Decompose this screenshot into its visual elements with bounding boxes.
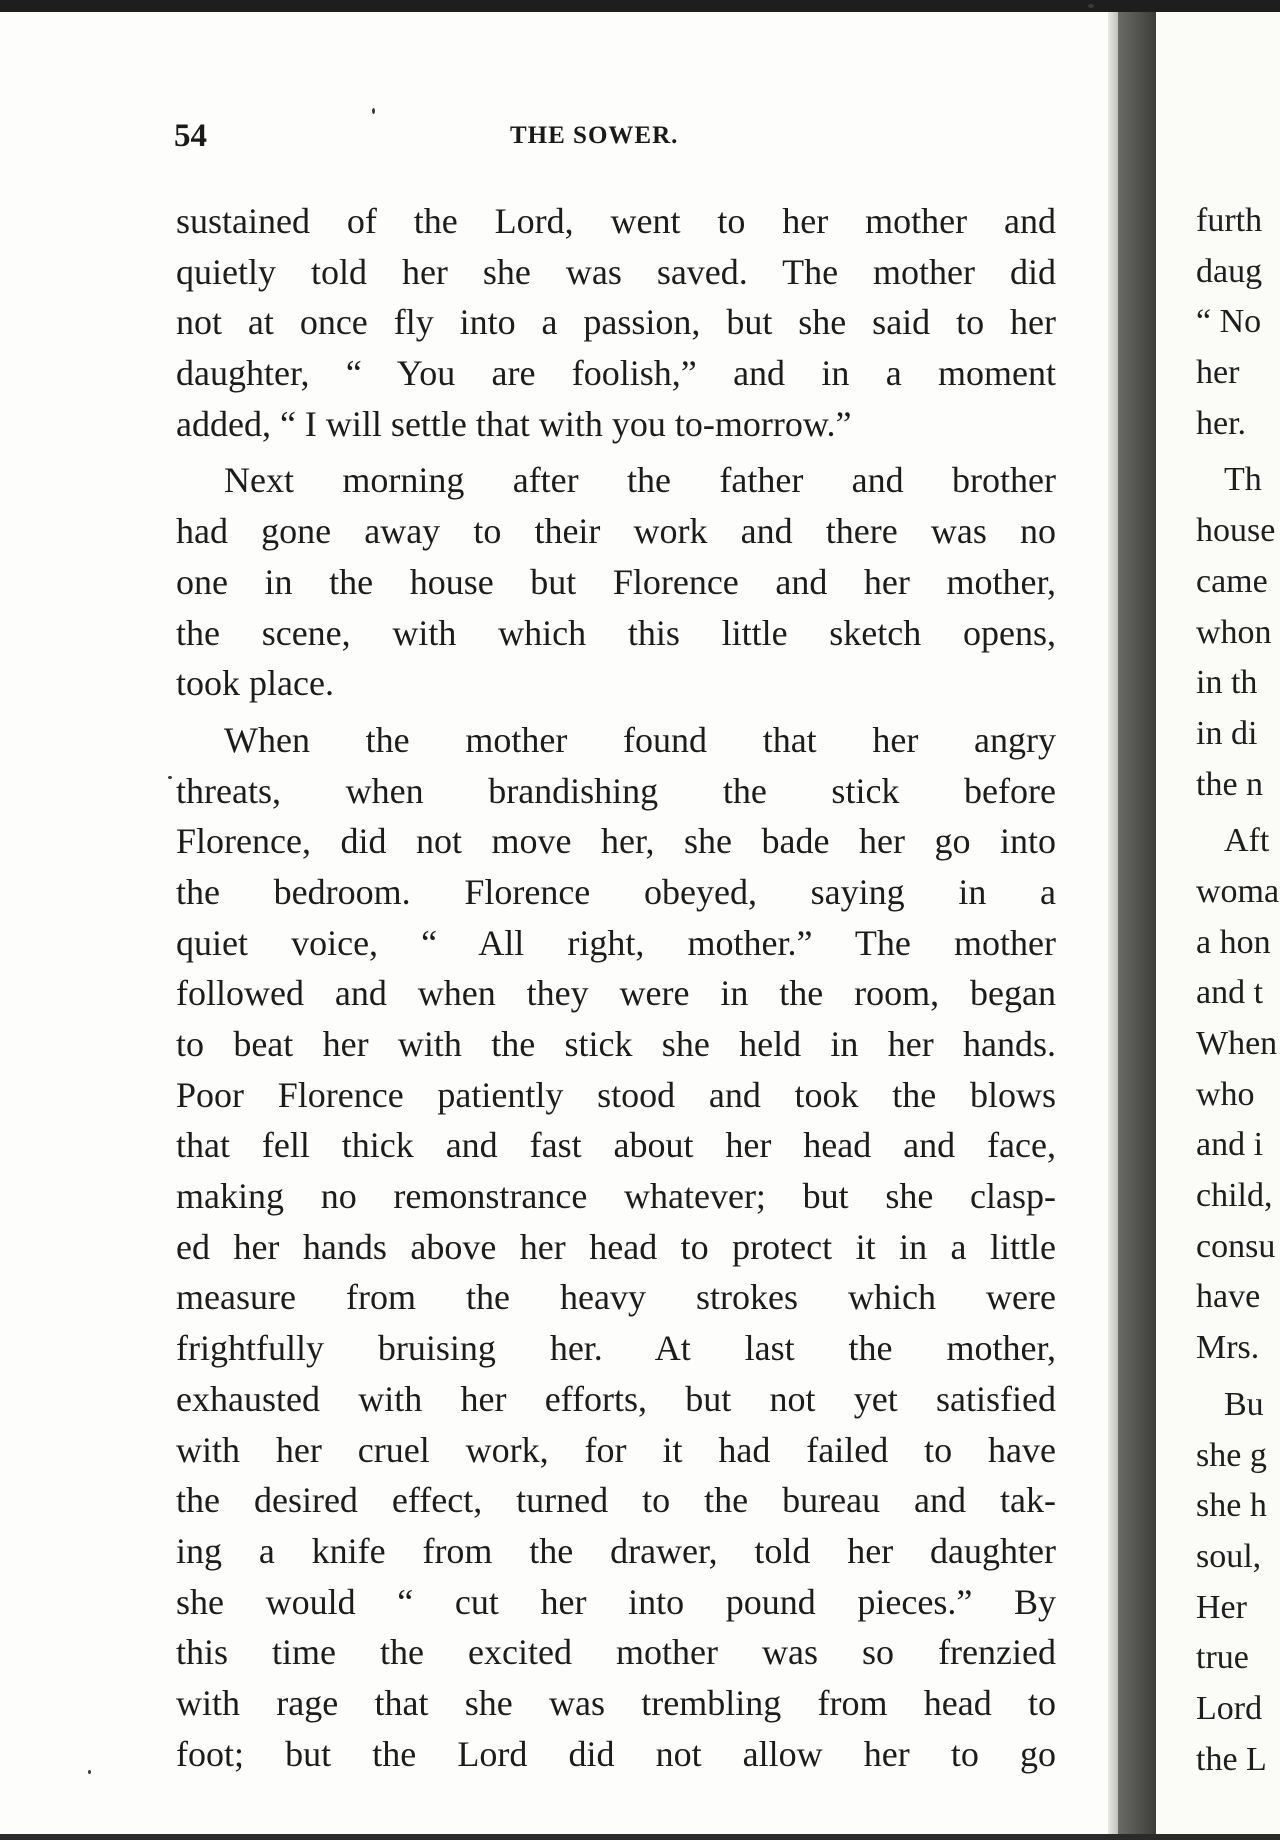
facing-text-line: and t xyxy=(1196,974,1264,1012)
facing-text-line: Aft xyxy=(1224,822,1270,860)
body-text xyxy=(176,196,1056,1779)
facing-text-line: true xyxy=(1196,1639,1249,1677)
text-line: foot; but the Lord did not allow her to go xyxy=(176,1733,1056,1774)
text-line: she would “ cut her into pound pieces.” By xyxy=(176,1581,1056,1622)
facing-text-line: whon xyxy=(1196,613,1272,651)
facing-text-line: she h xyxy=(1196,1487,1267,1525)
text-line: took place. xyxy=(176,663,334,704)
facing-text-line: house xyxy=(1196,512,1276,550)
running-title: THE SOWER. xyxy=(510,122,679,149)
facing-text-line: woma xyxy=(1196,872,1280,910)
text-line: to beat her with the stick she held in her hands. xyxy=(176,1024,1056,1064)
text-line: followed and when they were in the room, began xyxy=(176,973,1056,1014)
facing-text-line: her xyxy=(1196,354,1240,392)
page-number: 54 xyxy=(174,118,207,154)
facing-text-line: furth xyxy=(1196,202,1263,239)
facing-text-line: child, xyxy=(1196,1177,1273,1215)
text-line: with rage that she was trembling from head to xyxy=(176,1682,1056,1723)
facing-text-line: When xyxy=(1196,1025,1278,1062)
text-line: ing a knife from the drawer, told her daughter xyxy=(176,1530,1056,1571)
text-line: measure from the heavy strokes which were xyxy=(176,1277,1056,1318)
facing-text-line: Mrs. xyxy=(1196,1329,1260,1367)
text-line: threats, when brandishing the stick before xyxy=(176,770,1056,811)
text-line: When the mother found that her angry xyxy=(224,719,1056,760)
book-spine xyxy=(1118,12,1156,1834)
text-line: ed her hands above her head to protect it in a little xyxy=(176,1226,1056,1267)
facing-text-line: she g xyxy=(1196,1436,1267,1474)
facing-text-line: soul, xyxy=(1196,1537,1262,1575)
facing-text-line: consu xyxy=(1196,1227,1276,1265)
text-line: frightfully bruising her. At last the mother, xyxy=(176,1328,1056,1369)
text-line: sustained of the Lord, went to her mother and xyxy=(176,201,1056,241)
scan-speck xyxy=(372,108,375,114)
scan-speck xyxy=(1088,4,1094,8)
facing-page-text xyxy=(1196,196,1280,1785)
text-line: the scene, with which this little sketch opens, xyxy=(176,612,1056,653)
text-line: quiet voice, “ All right, mother.” The mother xyxy=(176,922,1056,963)
running-head xyxy=(174,118,1054,158)
text-line: not at once fly into a passion, but she said to her xyxy=(176,302,1056,343)
facing-text-line: the n xyxy=(1196,765,1264,803)
facing-text-line: “ No xyxy=(1196,303,1262,341)
scan-speck xyxy=(88,1770,91,1774)
text-line: Next morning after the father and brother xyxy=(224,460,1056,501)
text-line: Poor Florence patiently stood and took the blows xyxy=(176,1074,1056,1115)
facing-text-line: came xyxy=(1196,562,1268,600)
text-line: quietly told her she was saved. The mother did xyxy=(176,251,1056,292)
text-line: with her cruel work, for it had failed to have xyxy=(176,1429,1056,1470)
scan-bottom-edge xyxy=(0,1834,1280,1840)
text-line: daughter, “ You are foolish,” and in a moment xyxy=(176,353,1056,394)
facing-text-line: and i xyxy=(1196,1126,1264,1164)
text-line: added, “ I will settle that with you to-morrow.” xyxy=(176,403,852,444)
facing-text-line: have xyxy=(1196,1278,1261,1316)
facing-text-line: daug xyxy=(1196,252,1263,290)
scan-speck xyxy=(168,776,172,779)
facing-text-line: Th xyxy=(1224,461,1262,499)
facing-text-line: who xyxy=(1196,1075,1255,1113)
text-line: that fell thick and fast about her head and face, xyxy=(176,1125,1056,1166)
facing-text-line: in th xyxy=(1196,664,1258,702)
text-line: this time the excited mother was so frenzied xyxy=(176,1632,1056,1673)
text-line: the bedroom. Florence obeyed, saying in a xyxy=(176,871,1056,912)
text-line: Florence, did not move her, she bade her go into xyxy=(176,821,1056,862)
facing-text-line: Her xyxy=(1196,1588,1247,1626)
facing-text-line: her. xyxy=(1196,404,1247,442)
facing-text-line: the L xyxy=(1196,1740,1267,1778)
text-line: had gone away to their work and there was no xyxy=(176,511,1056,552)
facing-text-line: in di xyxy=(1196,714,1258,752)
text-line: making no remonstrance whatever; but she clasp- xyxy=(176,1176,1056,1217)
facing-text-line: a hon xyxy=(1196,923,1271,961)
facing-text-line: Lord xyxy=(1196,1689,1263,1727)
facing-text-line: Bu xyxy=(1224,1385,1264,1423)
text-line: exhausted with her efforts, but not yet satisfied xyxy=(176,1378,1056,1419)
text-line: one in the house but Florence and her mother, xyxy=(176,561,1056,602)
text-line: the desired effect, turned to the bureau and tak- xyxy=(176,1480,1056,1521)
